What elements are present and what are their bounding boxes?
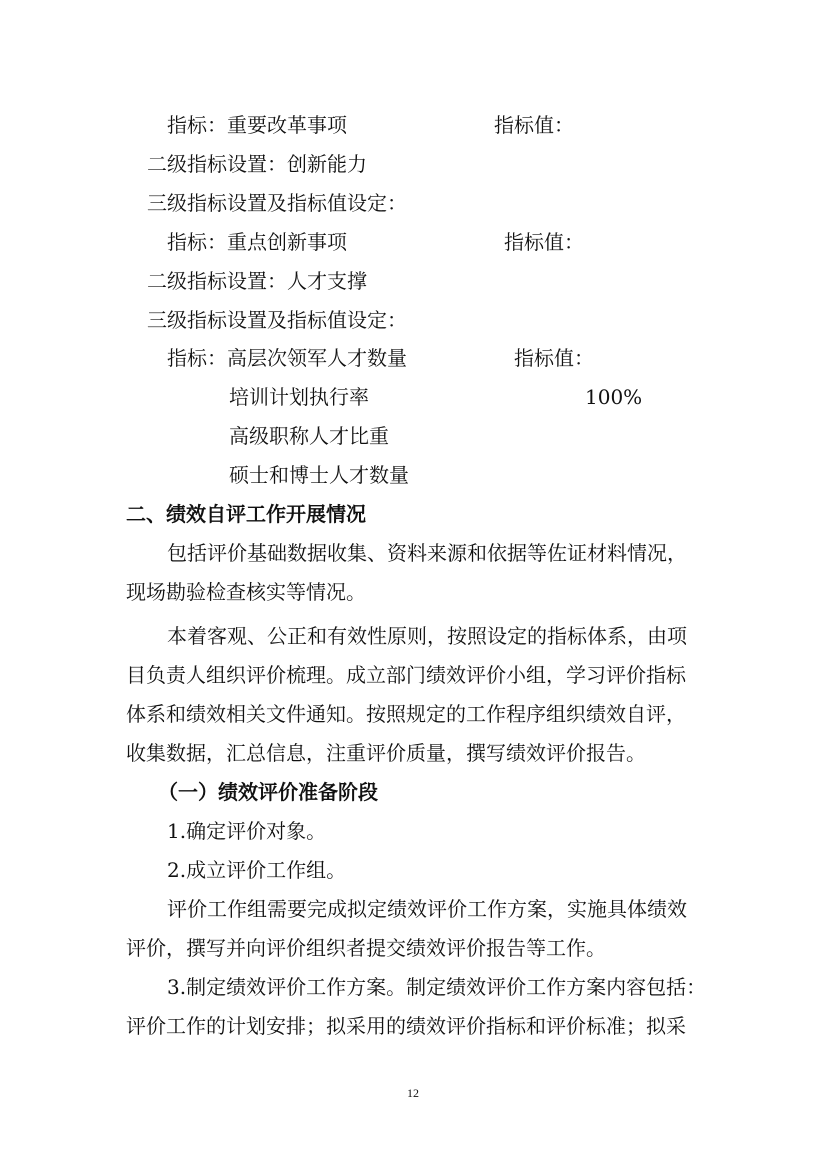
indicator-item-value: 100% xyxy=(585,385,643,409)
level3-indicator-heading: 三级指标设置及指标值设定： xyxy=(147,308,407,332)
level2-indicator-setting: 二级指标设置：创新能力 xyxy=(147,152,367,176)
indicator-item: 培训计划执行率 xyxy=(229,385,369,409)
paragraph-line: 体系和绩效相关文件通知。按照规定的工作程序组织绩效自评， xyxy=(126,702,686,726)
paragraph-line: 目负责人组织评价梳理。成立部门绩效评价小组，学习评价指标 xyxy=(126,663,686,687)
level2-indicator-setting: 二级指标设置：人才支撑 xyxy=(147,269,367,293)
step-item: 1.确定评价对象。 xyxy=(167,819,327,843)
step-item: 2.成立评价工作组。 xyxy=(167,858,347,882)
indicator-label: 指标：重要改革事项 xyxy=(167,113,347,137)
indicator-label: 指标：高层次领军人才数量 xyxy=(167,346,407,370)
indicator-item: 高级职称人才比重 xyxy=(229,424,389,448)
paragraph-line: 包括评价基础数据收集、资料来源和依据等佐证材料情况， xyxy=(167,541,687,565)
indicator-item: 硕士和博士人才数量 xyxy=(229,463,409,487)
section-title: 二、绩效自评工作开展情况 xyxy=(126,502,366,526)
paragraph-line: 收集数据，汇总信息，注重评价质量，撰写绩效评价报告。 xyxy=(126,741,646,765)
paragraph-line: 评价工作的计划安排；拟采用的绩效评价指标和评价标准；拟采 xyxy=(126,1014,686,1038)
paragraph-line: 评价，撰写并向评价组织者提交绩效评价报告等工作。 xyxy=(126,936,606,960)
paragraph-line: 3.制定绩效评价工作方案。制定绩效评价工作方案内容包括： xyxy=(167,975,707,999)
paragraph-line: 现场勘验检查核实等情况。 xyxy=(126,580,366,604)
paragraph-line: 本着客观、公正和有效性原则，按照设定的指标体系，由项 xyxy=(167,624,687,648)
page-number: 12 xyxy=(407,1086,419,1100)
level3-indicator-heading: 三级指标设置及指标值设定： xyxy=(147,191,407,215)
subsection-title: （一）绩效评价准备阶段 xyxy=(158,780,378,804)
indicator-value-label: 指标值： xyxy=(504,230,584,254)
indicator-label: 指标：重点创新事项 xyxy=(167,230,347,254)
indicator-value-label: 指标值： xyxy=(514,346,594,370)
indicator-value-label: 指标值： xyxy=(494,113,574,137)
paragraph-line: 评价工作组需要完成拟定绩效评价工作方案，实施具体绩效 xyxy=(167,897,687,921)
